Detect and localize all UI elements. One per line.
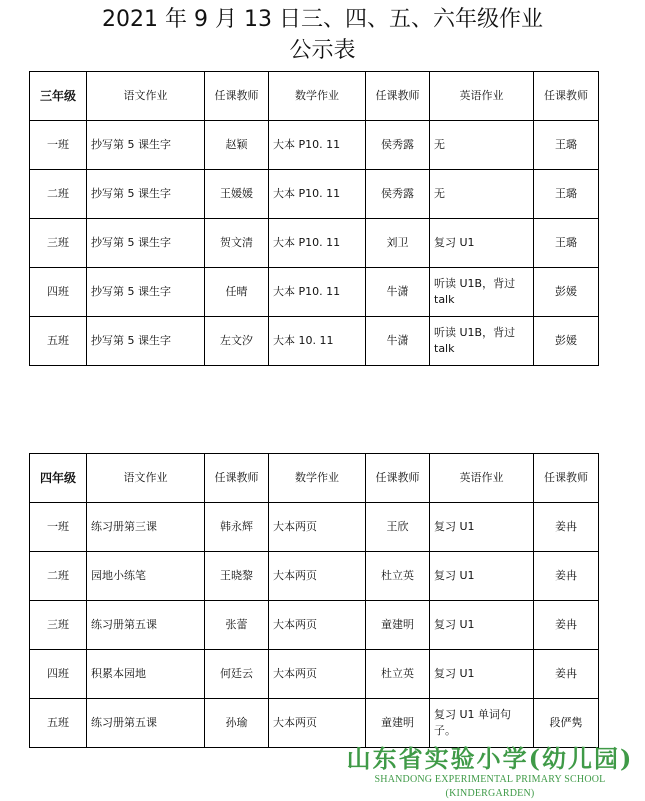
math-teacher-cell: 牛潇 (366, 268, 430, 317)
math-homework-cell: 大本两页 (269, 699, 366, 748)
chinese-homework-cell: 练习册第五课 (87, 699, 205, 748)
math-teacher-cell: 刘卫 (366, 219, 430, 268)
english-teacher-cell: 姜冉 (534, 601, 599, 650)
school-name-cn: 山东省实验小学(幼儿园) (346, 744, 634, 773)
header-chinese: 语文作业 (87, 72, 205, 121)
english-teacher-cell: 姜冉 (534, 503, 599, 552)
class-cell: 五班 (30, 317, 87, 366)
grade4-homework-table (29, 453, 599, 748)
school-name-en: SHANDONG EXPERIMENTAL PRIMARY SCHOOL (KINDERGARDEN) (374, 774, 606, 799)
english-teacher-cell: 王璐 (534, 121, 599, 170)
header-teacher: 任课教师 (366, 72, 430, 121)
table-row (30, 699, 599, 748)
english-teacher-cell: 彭媛 (534, 268, 599, 317)
header-chinese: 语文作业 (87, 454, 205, 503)
english-homework-cell: 复习 U1 (430, 219, 534, 268)
grade3-homework-table (29, 71, 599, 366)
chinese-homework-cell: 抄写第 5 课生字 (87, 317, 205, 366)
math-teacher-cell: 侯秀露 (366, 121, 430, 170)
chinese-homework-cell: 园地小练笔 (87, 552, 205, 601)
chinese-teacher-cell: 贺文清 (205, 219, 269, 268)
english-teacher-cell: 姜冉 (534, 650, 599, 699)
math-homework-cell: 大本两页 (269, 503, 366, 552)
header-teacher: 任课教师 (205, 454, 269, 503)
chinese-teacher-cell: 孙瑜 (205, 699, 269, 748)
math-homework-cell: 大本 P10. 11 (269, 268, 366, 317)
class-cell: 二班 (30, 552, 87, 601)
grade-label: 三年级 (30, 72, 87, 121)
chinese-homework-cell: 练习册第五课 (87, 601, 205, 650)
chinese-teacher-cell: 张蕾 (205, 601, 269, 650)
math-teacher-cell: 童建明 (366, 699, 430, 748)
english-teacher-cell: 姜冉 (534, 552, 599, 601)
math-homework-cell: 大本两页 (269, 552, 366, 601)
table-row (30, 650, 599, 699)
english-homework-cell: 听读 U1B，背过 talk (430, 317, 534, 366)
math-teacher-cell: 童建明 (366, 601, 430, 650)
chinese-teacher-cell: 何廷云 (205, 650, 269, 699)
chinese-homework-cell: 抄写第 5 课生字 (87, 121, 205, 170)
table-row (30, 219, 599, 268)
header-english: 英语作业 (430, 454, 534, 503)
school-watermark (340, 745, 640, 801)
class-cell: 四班 (30, 268, 87, 317)
header-english: 英语作业 (430, 72, 534, 121)
english-homework-cell: 无 (430, 170, 534, 219)
chinese-teacher-cell: 韩永辉 (205, 503, 269, 552)
english-homework-cell: 复习 U1 单词句子。 (430, 699, 534, 748)
header-teacher: 任课教师 (366, 454, 430, 503)
table-row (30, 552, 599, 601)
math-teacher-cell: 牛潇 (366, 317, 430, 366)
english-homework-cell: 复习 U1 (430, 503, 534, 552)
header-math: 数学作业 (269, 454, 366, 503)
english-homework-cell: 无 (430, 121, 534, 170)
table-header-row (30, 454, 599, 503)
math-homework-cell: 大本 10. 11 (269, 317, 366, 366)
header-teacher: 任课教师 (534, 454, 599, 503)
chinese-teacher-cell: 王媛媛 (205, 170, 269, 219)
chinese-homework-cell: 抄写第 5 课生字 (87, 268, 205, 317)
table-row (30, 601, 599, 650)
math-teacher-cell: 杜立英 (366, 650, 430, 699)
chinese-homework-cell: 积累本园地 (87, 650, 205, 699)
grade-label: 四年级 (30, 454, 87, 503)
math-teacher-cell: 王欣 (366, 503, 430, 552)
math-teacher-cell: 杜立英 (366, 552, 430, 601)
english-teacher-cell: 段俨隽 (534, 699, 599, 748)
class-cell: 三班 (30, 601, 87, 650)
english-homework-cell: 复习 U1 (430, 601, 534, 650)
english-homework-cell: 复习 U1 (430, 650, 534, 699)
class-cell: 四班 (30, 650, 87, 699)
table-row (30, 268, 599, 317)
math-teacher-cell: 侯秀露 (366, 170, 430, 219)
chinese-teacher-cell: 赵颖 (205, 121, 269, 170)
table-row (30, 170, 599, 219)
class-cell: 二班 (30, 170, 87, 219)
english-teacher-cell: 王璐 (534, 219, 599, 268)
page-subtitle: 公示表 (289, 38, 356, 63)
header-teacher: 任课教师 (205, 72, 269, 121)
chinese-homework-cell: 抄写第 5 课生字 (87, 219, 205, 268)
class-cell: 一班 (30, 503, 87, 552)
header-teacher: 任课教师 (534, 72, 599, 121)
table-header-row (30, 72, 599, 121)
english-homework-cell: 听读 U1B，背过 talk (430, 268, 534, 317)
page-title: 2021 年 9 月 13 日三、四、五、六年级作业 (102, 7, 543, 32)
table-row (30, 317, 599, 366)
math-homework-cell: 大本 P10. 11 (269, 219, 366, 268)
table-row (30, 503, 599, 552)
math-homework-cell: 大本两页 (269, 650, 366, 699)
english-teacher-cell: 王璐 (534, 170, 599, 219)
chinese-homework-cell: 抄写第 5 课生字 (87, 170, 205, 219)
math-homework-cell: 大本 P10. 11 (269, 170, 366, 219)
math-homework-cell: 大本两页 (269, 601, 366, 650)
chinese-teacher-cell: 王晓黎 (205, 552, 269, 601)
header-math: 数学作业 (269, 72, 366, 121)
chinese-teacher-cell: 左文汐 (205, 317, 269, 366)
math-homework-cell: 大本 P10. 11 (269, 121, 366, 170)
class-cell: 一班 (30, 121, 87, 170)
english-teacher-cell: 彭媛 (534, 317, 599, 366)
english-homework-cell: 复习 U1 (430, 552, 534, 601)
class-cell: 三班 (30, 219, 87, 268)
chinese-teacher-cell: 任晴 (205, 268, 269, 317)
class-cell: 五班 (30, 699, 87, 748)
table-row (30, 121, 599, 170)
chinese-homework-cell: 练习册第三课 (87, 503, 205, 552)
